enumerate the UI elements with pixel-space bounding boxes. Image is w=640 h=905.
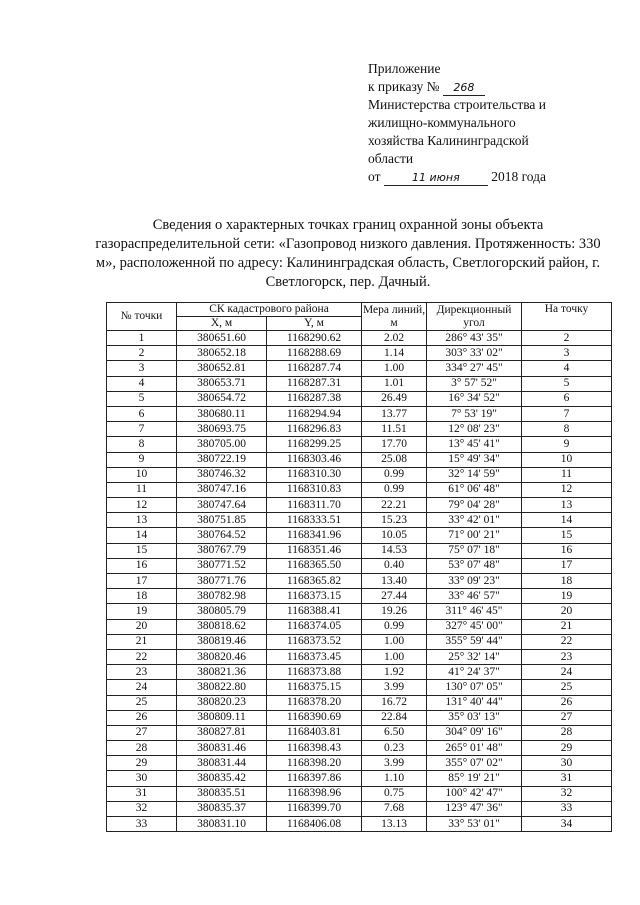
- table-row: [107, 786, 612, 801]
- point-number: 28: [107, 741, 177, 756]
- header-date-prefix: от: [368, 169, 381, 184]
- to-point: 29: [522, 741, 612, 756]
- direction-angle: 71° 00' 21": [427, 528, 522, 543]
- to-point: 23: [522, 649, 612, 664]
- table-row: [107, 482, 612, 497]
- table-row: [107, 361, 612, 376]
- x-coordinate: 380652.18: [177, 346, 267, 361]
- table-row: [107, 574, 612, 589]
- direction-angle: 32° 14' 59": [427, 467, 522, 482]
- y-coordinate: 1168294.94: [267, 406, 362, 421]
- point-number: 32: [107, 801, 177, 816]
- x-coordinate: 380821.36: [177, 665, 267, 680]
- y-coordinate: 1168373.52: [267, 634, 362, 649]
- point-number: 30: [107, 771, 177, 786]
- x-coordinate: 380653.71: [177, 376, 267, 391]
- direction-angle: 12° 08' 23": [427, 422, 522, 437]
- point-number: 21: [107, 634, 177, 649]
- header-appendix: Приложение: [368, 61, 441, 76]
- point-number: 5: [107, 391, 177, 406]
- table-row: [107, 558, 612, 573]
- direction-angle: 33° 53' 01": [427, 817, 522, 832]
- to-point: 4: [522, 361, 612, 376]
- table-row: [107, 771, 612, 786]
- point-number: 9: [107, 452, 177, 467]
- x-coordinate: 380831.44: [177, 756, 267, 771]
- point-number: 14: [107, 528, 177, 543]
- to-point: 15: [522, 528, 612, 543]
- header-date-suffix: 2018 года: [491, 169, 547, 184]
- x-coordinate: 380831.46: [177, 741, 267, 756]
- y-coordinate: 1168290.62: [267, 331, 362, 346]
- to-point: 16: [522, 543, 612, 558]
- y-coordinate: 1168303.46: [267, 452, 362, 467]
- direction-angle: 355° 07' 02": [427, 756, 522, 771]
- y-coordinate: 1168351.46: [267, 543, 362, 558]
- direction-angle: 33° 09' 23": [427, 574, 522, 589]
- to-point: 33: [522, 801, 612, 816]
- to-point: 8: [522, 422, 612, 437]
- header-y: Y, м: [267, 317, 362, 331]
- table-row: [107, 649, 612, 664]
- direction-angle: 33° 46' 57": [427, 589, 522, 604]
- line-measure: 10.05: [362, 528, 427, 543]
- line-measure: 25.08: [362, 452, 427, 467]
- table-row: [107, 543, 612, 558]
- table-row: [107, 422, 612, 437]
- direction-angle: 33° 42' 01": [427, 513, 522, 528]
- to-point: 31: [522, 771, 612, 786]
- table-row: [107, 710, 612, 725]
- y-coordinate: 1168299.25: [267, 437, 362, 452]
- line-measure: 1.01: [362, 376, 427, 391]
- header-coordinate-system: СК кадастрового района: [177, 303, 362, 317]
- x-coordinate: 380771.52: [177, 558, 267, 573]
- to-point: 25: [522, 680, 612, 695]
- direction-angle: 25° 32' 14": [427, 649, 522, 664]
- line-measure: 13.40: [362, 574, 427, 589]
- direction-angle: 75° 07' 18": [427, 543, 522, 558]
- x-coordinate: 380651.60: [177, 331, 267, 346]
- coordinates-table: [106, 302, 612, 832]
- coordinates-table-body: [107, 331, 612, 832]
- table-row: [107, 467, 612, 482]
- x-coordinate: 380835.37: [177, 801, 267, 816]
- point-number: 13: [107, 513, 177, 528]
- header-order-line: [368, 78, 628, 96]
- direction-angle: 61° 06' 48": [427, 482, 522, 497]
- y-coordinate: 1168375.15: [267, 680, 362, 695]
- x-coordinate: 380820.23: [177, 695, 267, 710]
- y-coordinate: 1168341.96: [267, 528, 362, 543]
- direction-angle: 16° 34' 52": [427, 391, 522, 406]
- point-number: 33: [107, 817, 177, 832]
- line-measure: 0.75: [362, 786, 427, 801]
- to-point: 11: [522, 467, 612, 482]
- to-point: 10: [522, 452, 612, 467]
- table-row: [107, 725, 612, 740]
- point-number: 1: [107, 331, 177, 346]
- direction-angle: 130° 07' 05": [427, 680, 522, 695]
- line-measure: 16.72: [362, 695, 427, 710]
- line-measure: 1.00: [362, 634, 427, 649]
- line-measure: 3.99: [362, 756, 427, 771]
- direction-angle: 85° 19' 21": [427, 771, 522, 786]
- direction-angle: 3° 57' 52": [427, 376, 522, 391]
- y-coordinate: 1168388.41: [267, 604, 362, 619]
- x-coordinate: 380722.19: [177, 452, 267, 467]
- order-header: [368, 60, 628, 186]
- to-point: 32: [522, 786, 612, 801]
- line-measure: 22.84: [362, 710, 427, 725]
- line-measure: 27.44: [362, 589, 427, 604]
- y-coordinate: 1168406.08: [267, 817, 362, 832]
- y-coordinate: 1168365.82: [267, 574, 362, 589]
- x-coordinate: 380767.79: [177, 543, 267, 558]
- header-ministry-1: Министерства строительства и: [368, 97, 547, 112]
- x-coordinate: 380751.85: [177, 513, 267, 528]
- line-measure: 1.00: [362, 649, 427, 664]
- line-measure: 1.14: [362, 346, 427, 361]
- to-point: 26: [522, 695, 612, 710]
- table-row: [107, 604, 612, 619]
- point-number: 23: [107, 665, 177, 680]
- table-row: [107, 498, 612, 513]
- handwritten-date: 11 июня: [384, 171, 488, 186]
- line-measure: 22.21: [362, 498, 427, 513]
- x-coordinate: 380680.11: [177, 406, 267, 421]
- line-measure: 14.53: [362, 543, 427, 558]
- x-coordinate: 380764.52: [177, 528, 267, 543]
- direction-angle: 53° 07' 48": [427, 558, 522, 573]
- table-row: [107, 634, 612, 649]
- table-row: [107, 817, 612, 832]
- line-measure: 1.92: [362, 665, 427, 680]
- direction-angle: 327° 45' 00": [427, 619, 522, 634]
- to-point: 22: [522, 634, 612, 649]
- table-row: [107, 437, 612, 452]
- table-row: [107, 665, 612, 680]
- table-row: [107, 741, 612, 756]
- y-coordinate: 1168373.88: [267, 665, 362, 680]
- x-coordinate: 380652.81: [177, 361, 267, 376]
- direction-angle: 304° 09' 16": [427, 725, 522, 740]
- y-coordinate: 1168374.05: [267, 619, 362, 634]
- direction-angle: 41° 24' 37": [427, 665, 522, 680]
- y-coordinate: 1168373.15: [267, 589, 362, 604]
- x-coordinate: 380705.00: [177, 437, 267, 452]
- line-measure: 0.40: [362, 558, 427, 573]
- point-number: 25: [107, 695, 177, 710]
- x-coordinate: 380820.46: [177, 649, 267, 664]
- line-measure: 6.50: [362, 725, 427, 740]
- point-number: 8: [107, 437, 177, 452]
- y-coordinate: 1168373.45: [267, 649, 362, 664]
- direction-angle: 123° 47' 36": [427, 801, 522, 816]
- x-coordinate: 380746.32: [177, 467, 267, 482]
- x-coordinate: 380835.42: [177, 771, 267, 786]
- point-number: 18: [107, 589, 177, 604]
- x-coordinate: 380747.16: [177, 482, 267, 497]
- point-number: 10: [107, 467, 177, 482]
- line-measure: 13.77: [362, 406, 427, 421]
- x-coordinate: 380693.75: [177, 422, 267, 437]
- header-ministry-3: хозяйства Калининградской: [368, 133, 529, 148]
- to-point: 30: [522, 756, 612, 771]
- to-point: 7: [522, 406, 612, 421]
- header-direction-angle: Дирекционный угол: [427, 303, 522, 331]
- line-measure: 0.23: [362, 741, 427, 756]
- y-coordinate: 1168390.69: [267, 710, 362, 725]
- y-coordinate: 1168311.70: [267, 498, 362, 513]
- x-coordinate: 380822.80: [177, 680, 267, 695]
- handwritten-order-number: 268: [443, 81, 485, 96]
- table-row: [107, 406, 612, 421]
- line-measure: 19.26: [362, 604, 427, 619]
- x-coordinate: 380818.62: [177, 619, 267, 634]
- y-coordinate: 1168287.31: [267, 376, 362, 391]
- to-point: 34: [522, 817, 612, 832]
- table-row: [107, 589, 612, 604]
- to-point: 21: [522, 619, 612, 634]
- x-coordinate: 380819.46: [177, 634, 267, 649]
- to-point: 17: [522, 558, 612, 573]
- header-ministry-4: области: [368, 151, 414, 166]
- y-coordinate: 1168333.51: [267, 513, 362, 528]
- to-point: 12: [522, 482, 612, 497]
- direction-angle: 286° 43' 35": [427, 331, 522, 346]
- header-ministry-2: жилищно-коммунального: [368, 115, 516, 130]
- direction-angle: 311° 46' 45": [427, 604, 522, 619]
- y-coordinate: 1168398.20: [267, 756, 362, 771]
- x-coordinate: 380654.72: [177, 391, 267, 406]
- point-number: 26: [107, 710, 177, 725]
- table-row: [107, 513, 612, 528]
- table-row: [107, 452, 612, 467]
- table-row: [107, 801, 612, 816]
- header-point-number: № точки: [107, 303, 177, 331]
- x-coordinate: 380835.51: [177, 786, 267, 801]
- point-number: 12: [107, 498, 177, 513]
- to-point: 28: [522, 725, 612, 740]
- header-x: X, м: [177, 317, 267, 331]
- direction-angle: 303° 33' 02": [427, 346, 522, 361]
- point-number: 4: [107, 376, 177, 391]
- line-measure: 13.13: [362, 817, 427, 832]
- line-measure: 1.10: [362, 771, 427, 786]
- y-coordinate: 1168288.69: [267, 346, 362, 361]
- point-number: 29: [107, 756, 177, 771]
- y-coordinate: 1168287.38: [267, 391, 362, 406]
- line-measure: 1.00: [362, 361, 427, 376]
- point-number: 19: [107, 604, 177, 619]
- to-point: 19: [522, 589, 612, 604]
- y-coordinate: 1168403.81: [267, 725, 362, 740]
- table-row: [107, 695, 612, 710]
- header-to-point: На точку: [522, 303, 612, 331]
- direction-angle: 35° 03' 13": [427, 710, 522, 725]
- y-coordinate: 1168287.74: [267, 361, 362, 376]
- header-line-measure: Мера линий, м: [362, 303, 426, 329]
- to-point: 6: [522, 391, 612, 406]
- line-measure: 7.68: [362, 801, 427, 816]
- point-number: 16: [107, 558, 177, 573]
- point-number: 15: [107, 543, 177, 558]
- line-measure: 11.51: [362, 422, 427, 437]
- header-order-prefix: к приказу №: [368, 79, 440, 94]
- direction-angle: 15° 49' 34": [427, 452, 522, 467]
- y-coordinate: 1168398.96: [267, 786, 362, 801]
- point-number: 7: [107, 422, 177, 437]
- x-coordinate: 380827.81: [177, 725, 267, 740]
- to-point: 14: [522, 513, 612, 528]
- y-coordinate: 1168378.20: [267, 695, 362, 710]
- to-point: 5: [522, 376, 612, 391]
- line-measure: 0.99: [362, 619, 427, 634]
- x-coordinate: 380747.64: [177, 498, 267, 513]
- to-point: 3: [522, 346, 612, 361]
- to-point: 24: [522, 665, 612, 680]
- to-point: 18: [522, 574, 612, 589]
- document-title: Сведения о характерных точках границ охранной зоны объекта газораспределительной сети: «Газопровод низкого давления. Протяженность: 330 м», расположенной по адресу: Калининградская область, Светлогорский район, г. Светлогорск, пер. Дачный.: [95, 217, 601, 290]
- y-coordinate: 1168310.30: [267, 467, 362, 482]
- point-number: 24: [107, 680, 177, 695]
- table-row: [107, 619, 612, 634]
- x-coordinate: 380782.98: [177, 589, 267, 604]
- direction-angle: 355° 59' 44": [427, 634, 522, 649]
- table-row: [107, 680, 612, 695]
- point-number: 27: [107, 725, 177, 740]
- direction-angle: 100° 42' 47": [427, 786, 522, 801]
- line-measure: 17.70: [362, 437, 427, 452]
- point-number: 17: [107, 574, 177, 589]
- table-row: [107, 528, 612, 543]
- table-row: [107, 756, 612, 771]
- x-coordinate: 380805.79: [177, 604, 267, 619]
- direction-angle: 131° 40' 44": [427, 695, 522, 710]
- to-point: 2: [522, 331, 612, 346]
- line-measure: 26.49: [362, 391, 427, 406]
- point-number: 22: [107, 649, 177, 664]
- y-coordinate: 1168296.83: [267, 422, 362, 437]
- point-number: 3: [107, 361, 177, 376]
- y-coordinate: 1168310.83: [267, 482, 362, 497]
- line-measure: 15.23: [362, 513, 427, 528]
- x-coordinate: 380809.11: [177, 710, 267, 725]
- to-point: 27: [522, 710, 612, 725]
- x-coordinate: 380831.10: [177, 817, 267, 832]
- point-number: 6: [107, 406, 177, 421]
- point-number: 2: [107, 346, 177, 361]
- table-row: [107, 376, 612, 391]
- direction-angle: 334° 27' 45": [427, 361, 522, 376]
- table-row: [107, 346, 612, 361]
- y-coordinate: 1168398.43: [267, 741, 362, 756]
- point-number: 20: [107, 619, 177, 634]
- y-coordinate: 1168365.50: [267, 558, 362, 573]
- direction-angle: 13° 45' 41": [427, 437, 522, 452]
- to-point: 20: [522, 604, 612, 619]
- y-coordinate: 1168399.70: [267, 801, 362, 816]
- to-point: 13: [522, 498, 612, 513]
- point-number: 31: [107, 786, 177, 801]
- line-measure: 3.99: [362, 680, 427, 695]
- table-row: [107, 331, 612, 346]
- line-measure: 0.99: [362, 482, 427, 497]
- table-row: [107, 391, 612, 406]
- direction-angle: 7° 53' 19": [427, 406, 522, 421]
- x-coordinate: 380771.76: [177, 574, 267, 589]
- point-number: 11: [107, 482, 177, 497]
- header-date-line: [368, 168, 628, 186]
- line-measure: 2.02: [362, 331, 427, 346]
- to-point: 9: [522, 437, 612, 452]
- direction-angle: 265° 01' 48": [427, 741, 522, 756]
- y-coordinate: 1168397.86: [267, 771, 362, 786]
- line-measure: 0.99: [362, 467, 427, 482]
- direction-angle: 79° 04' 28": [427, 498, 522, 513]
